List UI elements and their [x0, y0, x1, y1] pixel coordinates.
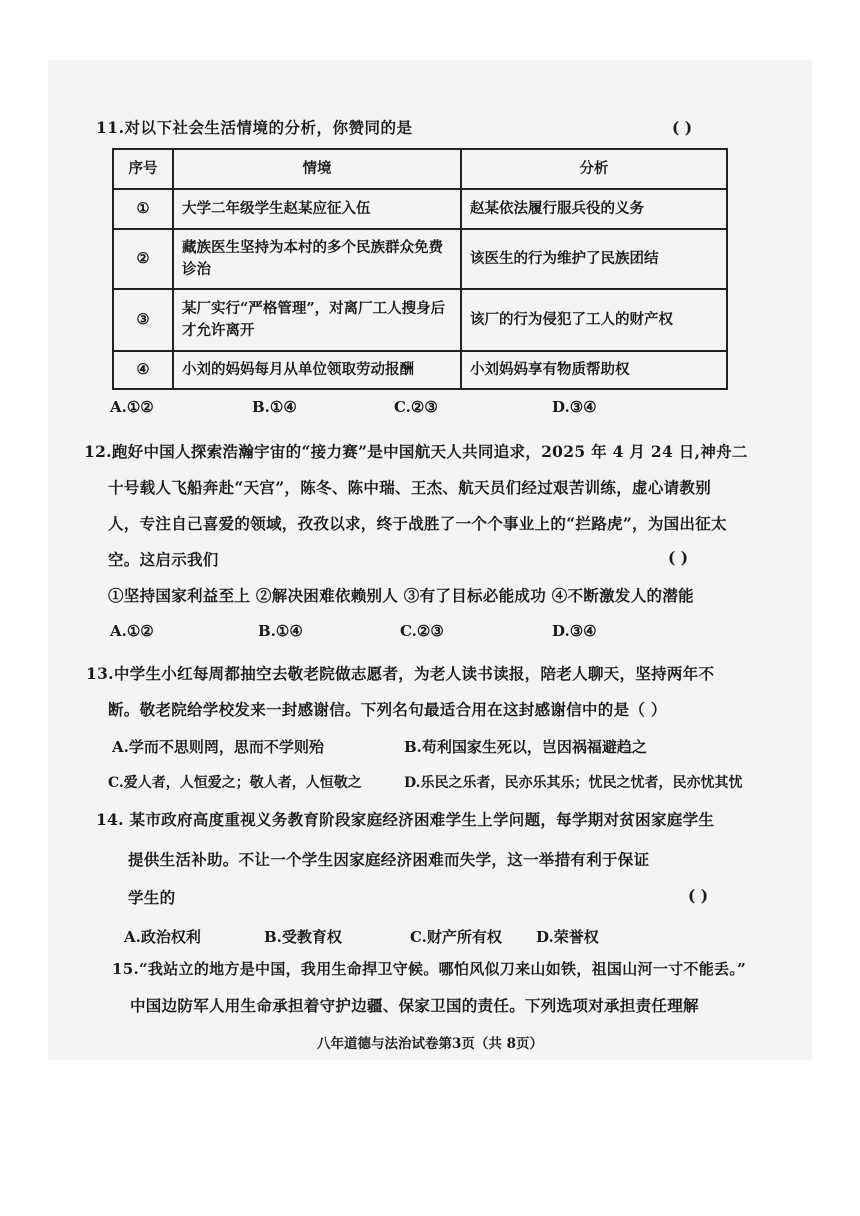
q11-option-b[interactable]: B.①④ [252, 398, 297, 416]
row-analysis: 该医生的行为维护了民族团结 [461, 229, 727, 289]
q14-line: 14. 某市政府高度重视义务教育阶段家庭经济困难学生上学问题，每学期对贫困家庭学生 [96, 810, 715, 829]
q12-line: 十号载人飞船奔赴“天宫”，陈冬、陈中瑞、王杰、航天员们经过艰苦训练，虚心请教别 [108, 478, 712, 497]
row-analysis: 小刘妈妈享有物质帮助权 [461, 351, 727, 389]
q11-answer-paren: ( ) [672, 118, 693, 137]
q12-answer-paren: ( ) [668, 548, 689, 567]
table-row [113, 229, 727, 289]
q13-option-c[interactable]: C.爱人者，人恒爱之；敬人者，人恒敬之 [108, 775, 362, 791]
table-header-row [113, 149, 727, 189]
page-footer: 八年道德与法治试卷第3页（共 8页） [317, 1036, 543, 1052]
q12-option-c[interactable]: C.②③ [400, 622, 444, 640]
q14-answer-paren: ( ) [688, 886, 709, 905]
row-no: ③ [113, 289, 173, 351]
header-analysis: 分析 [461, 149, 727, 189]
row-analysis: 赵某依法履行服兵役的义务 [461, 189, 727, 229]
row-situation: 大学二年级学生赵某应征入伍 [173, 189, 461, 229]
q14-line: 提供生活补助。不让一个学生因家庭经济困难而失学，这一举措有利于保证 [128, 850, 650, 869]
q12-line: 12.跑好中国人探索浩瀚宇宙的“接力赛”是中国航天人共同追求，2025 年 4 月 24 日,神舟二 [84, 442, 748, 461]
q13-option-d[interactable]: D.乐民之乐者，民亦乐其乐；忧民之忧者，民亦忧其忧 [404, 775, 743, 791]
q11-stem: 11.对以下社会生活情境的分析，你赞同的是 [96, 118, 413, 137]
q13-line: 13.中学生小红每周都抽空去敬老院做志愿者，为老人读书读报，陪老人聊天，坚持两年不 [86, 664, 715, 683]
row-no: ④ [113, 351, 173, 389]
q11-option-d[interactable]: D.③④ [552, 398, 597, 416]
q14-option-b[interactable]: B.受教育权 [264, 928, 342, 946]
q12-items: ①坚持国家利益至上 ②解决困难依赖别人 ③有了目标必能成功 ④不断激发人的潜能 [108, 586, 694, 605]
q12-option-b[interactable]: B.①④ [258, 622, 303, 640]
table-row [113, 351, 727, 389]
q13-option-a[interactable]: A.学而不思则罔，思而不学则殆 [112, 738, 324, 756]
header-situation: 情境 [173, 149, 461, 189]
row-situation: 小刘的妈妈每月从单位领取劳动报酬 [173, 351, 461, 389]
row-situation: 某厂实行“严格管理”，对离厂工人搜身后才允许离开 [173, 289, 461, 351]
q12-line: 空。这启示我们 [108, 550, 219, 569]
row-no: ① [113, 189, 173, 229]
q13-line: 断。敬老院给学校发来一封感谢信。下列名句最适合用在这封感谢信中的是（ ） [108, 700, 667, 719]
row-no: ② [113, 229, 173, 289]
q14-option-a[interactable]: A.政治权利 [124, 928, 201, 946]
q13-option-b[interactable]: B.苟利国家生死以，岂因祸福避趋之 [404, 738, 647, 756]
q15-line: 15.“我站立的地方是中国，我用生命捍卫守候。哪怕风似刀来山如铁，祖国山河一寸不能丢。” [112, 960, 747, 978]
table-row [113, 189, 727, 229]
q11-option-a[interactable]: A.①② [110, 398, 154, 416]
row-situation: 藏族医生坚持为本村的多个民族群众免费诊治 [173, 229, 461, 289]
q11-table [112, 148, 728, 390]
table-row [113, 289, 727, 351]
header-no: 序号 [113, 149, 173, 189]
q12-option-d[interactable]: D.③④ [552, 622, 597, 640]
q14-option-d[interactable]: D.荣誉权 [536, 928, 599, 946]
q12-option-a[interactable]: A.①② [110, 622, 154, 640]
q14-option-c[interactable]: C.财产所有权 [410, 928, 502, 946]
q11-option-c[interactable]: C.②③ [394, 398, 438, 416]
q15-line: 中国边防军人用生命承担着守护边疆、保家卫国的责任。下列选项对承担责任理解 [130, 996, 699, 1015]
row-analysis: 该厂的行为侵犯了工人的财产权 [461, 289, 727, 351]
q12-line: 人，专注自己喜爱的领域，孜孜以求，终于战胜了一个个事业上的“拦路虎”，为国出征太 [108, 514, 727, 533]
q14-line: 学生的 [128, 888, 176, 907]
